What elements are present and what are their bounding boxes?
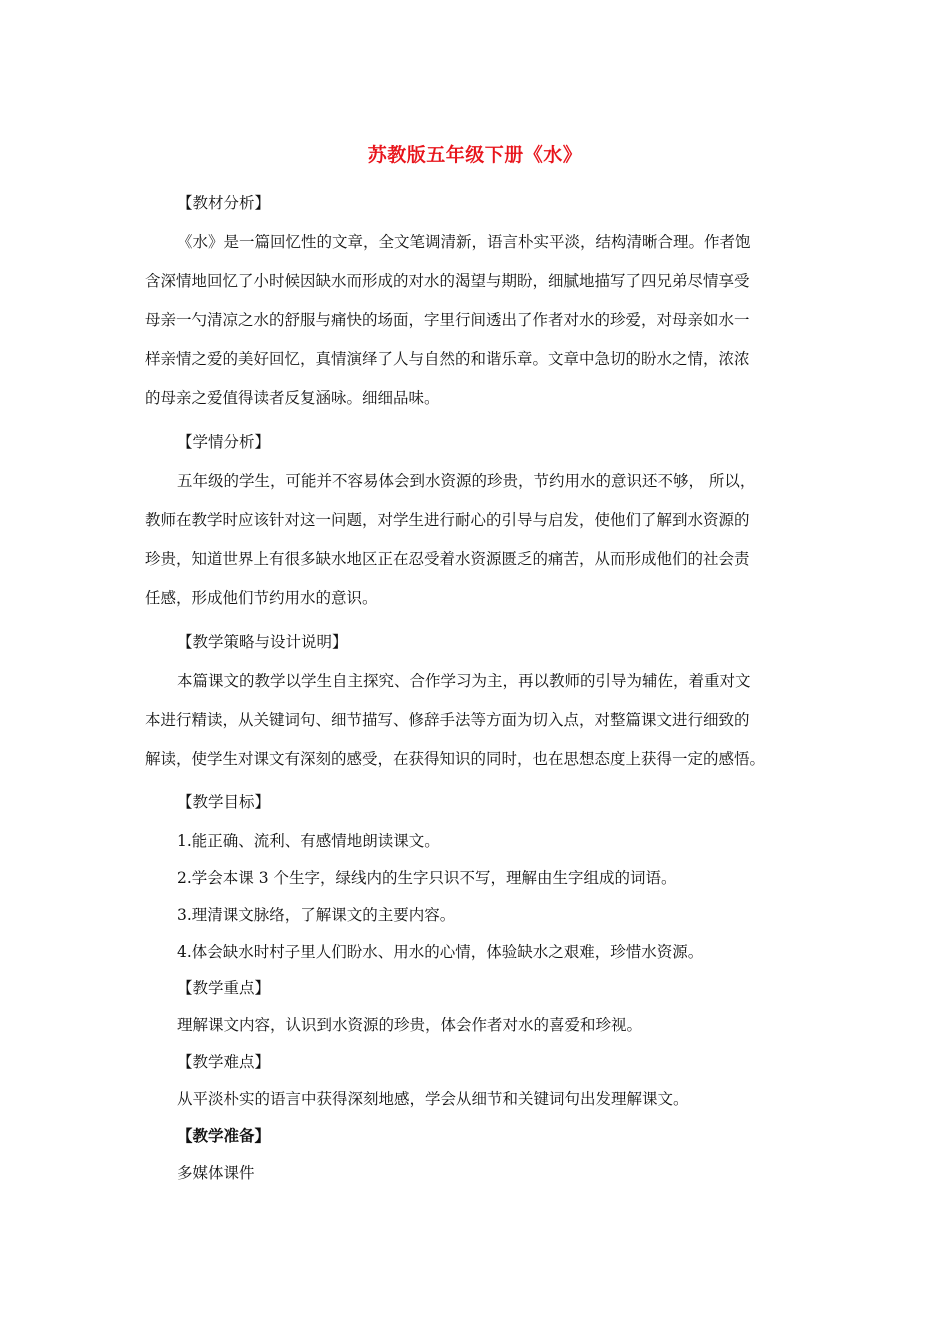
goal-item: 1.能正确、流利、有感情地朗读课文。 [177,832,440,850]
section-heading-difficulties: 【教学难点】 [177,1053,271,1071]
paragraph-line: 五年级的学生，可能并不容易体会到水资源的珍贵，节约用水的意识还不够， 所以， [177,472,756,490]
difficulties-text: 从平淡朴实的语言中获得深刻地感，学会从细节和关键词句出发理解课文。 [177,1090,689,1108]
key-points-text: 理解课文内容，认识到水资源的珍贵，体会作者对水的喜爱和珍视。 [177,1016,643,1034]
section-heading-material: 【教材分析】 [177,194,271,212]
paragraph-line: 本篇课文的教学以学生自主探究、合作学习为主，再以教师的引导为辅佐，着重对文 [177,672,751,690]
paragraph-line: 《水》是一篇回忆性的文章，全文笔调清新，语言朴实平淡，结构清晰合理。作者饱 [177,233,751,251]
section-heading-key-points: 【教学重点】 [177,979,271,997]
goal-item: 4.体会缺水时村子里人们盼水、用水的心情，体验缺水之艰难，珍惜水资源。 [177,943,704,961]
paragraph-line: 教师在教学时应该针对这一问题，对学生进行耐心的引导与启发，使他们了解到水资源的 [145,511,750,529]
paragraph-line: 珍贵，知道世界上有很多缺水地区正在忍受着水资源匮乏的痛苦，从而形成他们的社会责 [145,550,750,568]
paragraph-line: 解读，使学生对课文有深刻的感受，在获得知识的同时，也在思想态度上获得一定的感悟。 [145,750,766,768]
paragraph-line: 含深情地回忆了小时候因缺水而形成的对水的渴望与期盼，细腻地描写了四兄弟尽情享受 [145,272,750,290]
section-heading-strategy: 【教学策略与设计说明】 [177,633,348,651]
paragraph-line: 任感，形成他们节约用水的意识。 [145,589,378,607]
paragraph-line: 的母亲之爱值得读者反复涵咏。细细品味。 [145,389,440,407]
paragraph-line: 样亲情之爱的美好回忆，真情演绎了人与自然的和谐乐章。文章中急切的盼水之情，浓浓 [145,350,750,368]
goal-item: 3.理清课文脉络，了解课文的主要内容。 [177,906,456,924]
paragraph-line: 母亲一勺清凉之水的舒服与痛快的场面，字里行间透出了作者对水的珍爱，对母亲如水一 [145,311,750,329]
section-heading-preparation: 【教学准备】 [177,1126,271,1145]
section-heading-students: 【学情分析】 [177,433,271,451]
paragraph-line: 本进行精读，从关键词句、细节描写、修辞手法等方面为切入点，对整篇课文进行细致的 [145,711,750,729]
goal-item: 2.学会本课 3 个生字，绿线内的生字只识不写，理解由生字组成的词语。 [177,869,677,887]
preparation-text: 多媒体课件 [177,1164,255,1182]
section-heading-goals: 【教学目标】 [177,793,271,811]
document-title: 苏教版五年级下册《水》 [367,144,583,166]
